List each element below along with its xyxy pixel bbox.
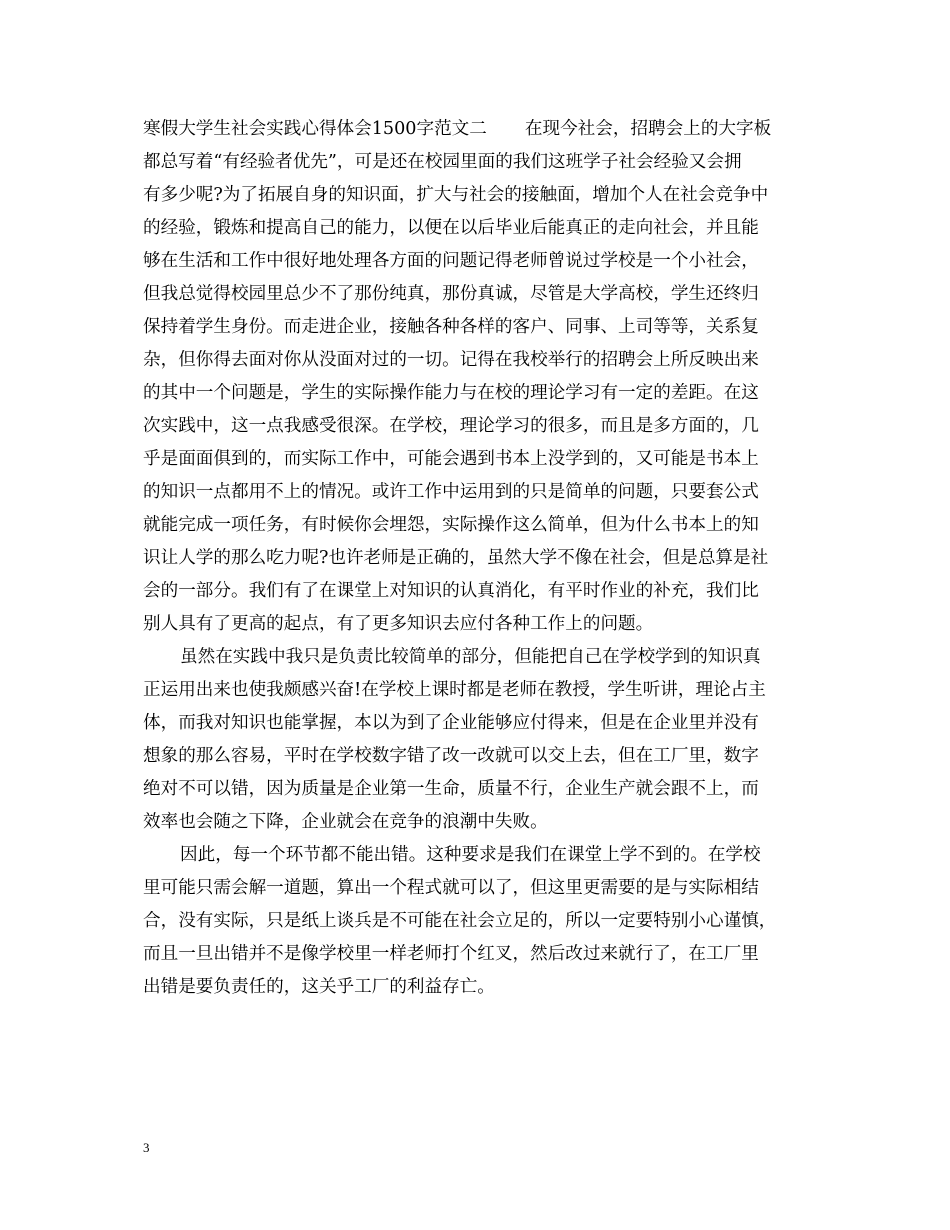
paragraph-1-line-11: 乎是面面俱到的，而实际工作中，可能会遇到书本上没学到的，又可能是书本上 bbox=[143, 449, 759, 469]
paragraph-1-line-7: 保持着学生身份。而走进企业，接触各种各样的客户、同事、上司等等，关系复 bbox=[143, 317, 759, 337]
paragraph-3-line-4: 而且一旦出错并不是像学校里一样老师打个红叉，然后改过来就行了，在工厂里 bbox=[143, 944, 759, 964]
paragraph-1-line-12: 的知识一点都用不上的情况。或许工作中运用到的只是简单的问题，只要套公式 bbox=[143, 482, 759, 502]
paragraph-1-line-2: 都总写着“有经验者优先”，可是还在校园里面的我们这班学子社会经验又会拥 bbox=[143, 152, 742, 172]
document-body bbox=[143, 113, 813, 1004]
paragraph-2-line-2: 正运用出来也使我颇感兴奋!在学校上课时都是老师在教授，学生听讲，理论占主 bbox=[143, 680, 766, 700]
text-line bbox=[143, 113, 813, 146]
paragraph-1-line-5: 够在生活和工作中很好地处理各方面的问题记得老师曾说过学校是一个小社会， bbox=[143, 251, 759, 271]
paragraph-3-line-1: 因此，每一个环节都不能出错。这种要求是我们在课堂上学不到的。在学校 bbox=[180, 845, 761, 865]
paragraph-2-line-1: 虽然在实践中我只是负责比较简单的部分，但能把自己在学校学到的知识真 bbox=[180, 647, 761, 667]
paragraph-1-line-14: 识让人学的那么吃力呢?也许老师是正确的，虽然大学不像在社会，但是总算是社 bbox=[143, 548, 769, 568]
paragraph-2-line-5: 绝对不可以错，因为质量是企业第一生命，质量不行，企业生产就会跟不上，而 bbox=[143, 779, 759, 799]
paragraph-1-line-10: 次实践中，这一点我感受很深。在学校，理论学习的很多，而且是多方面的，几 bbox=[143, 416, 759, 436]
paragraph-2-line-6: 效率也会随之下降，企业就会在竞争的浪潮中失败。 bbox=[143, 812, 548, 832]
paragraph-1-line-8: 杂，但你得去面对你从没面对过的一切。记得在我校举行的招聘会上所反映出来 bbox=[143, 350, 759, 370]
document-title: 寒假大学生社会实践心得体会1500字范文二 bbox=[143, 119, 487, 139]
paragraph-3-line-2: 里可能只需会解一道题，算出一个程式就可以了，但这里更需要的是与实际相结 bbox=[143, 878, 759, 898]
paragraph-3-line-3: 合，没有实际，只是纸上谈兵是不可能在社会立足的，所以一定要特别小心谨慎， bbox=[143, 911, 777, 931]
paragraph-1-line-1: 在现今社会，招聘会上的大字板 bbox=[524, 119, 772, 139]
paragraph-1-line-13: 就能完成一项任务，有时候你会埋怨，实际操作这么简单，但为什么书本上的知 bbox=[143, 515, 759, 535]
paragraph-1-line-15: 会的一部分。我们有了在课堂上对知识的认真消化，有平时作业的补充，我们比 bbox=[143, 581, 759, 601]
paragraph-1-line-3: 有多少呢?为了拓展自身的知识面，扩大与社会的接触面，增加个人在社会竞争中 bbox=[143, 185, 769, 205]
paragraph-1-line-6: 但我总觉得校园里总少不了那份纯真，那份真诚，尽管是大学高校，学生还终归 bbox=[143, 284, 759, 304]
paragraph-2-line-4: 想象的那么容易，平时在学校数字错了改一改就可以交上去，但在工厂里，数字 bbox=[143, 746, 759, 766]
paragraph-1-line-9: 的其中一个问题是，学生的实际操作能力与在校的理论学习有一定的差距。在这 bbox=[143, 383, 759, 403]
page-number: 3 bbox=[143, 1140, 150, 1155]
paragraph-2-line-3: 体，而我对知识也能掌握，本以为到了企业能够应付得来，但是在企业里并没有 bbox=[143, 713, 759, 733]
paragraph-1-line-4: 的经验，锻炼和提高自己的能力，以便在以后毕业后能真正的走向社会，并且能 bbox=[143, 218, 759, 238]
paragraph-1-line-16: 别人具有了更高的起点，有了更多知识去应付各种工作上的问题。 bbox=[143, 614, 654, 634]
paragraph-3-line-5: 出错是要负责任的，这关乎工厂的利益存亡。 bbox=[143, 977, 495, 997]
